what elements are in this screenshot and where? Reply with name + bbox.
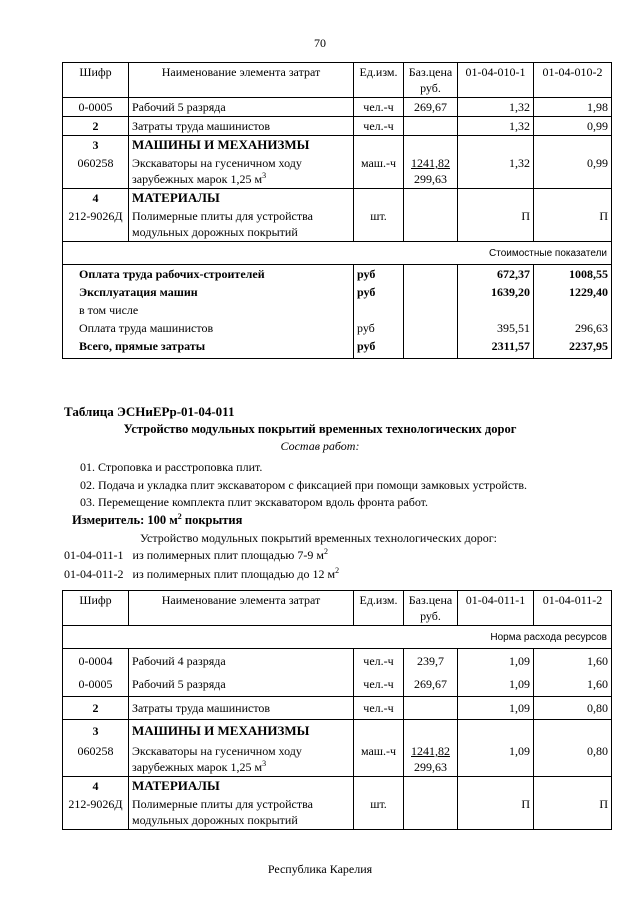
work-item: 02. Подача и укладка плит экскаватором с фиксацией при помощи замковых устройств. — [80, 478, 528, 492]
cost-row: в том числе — [63, 301, 612, 319]
cost-row: Эксплуатация машин руб 1639,20 1229,40 — [63, 283, 612, 301]
resource-table-2 — [62, 590, 612, 830]
header-price: Баз.цена руб. — [404, 591, 458, 626]
header-name: Наименование элемента затрат — [129, 591, 354, 626]
table-row: 0-0004 Рабочий 4 разряда чел.-ч 239,7 1,09 1,60 — [63, 649, 612, 671]
header-price: Баз.цена руб. — [404, 63, 458, 98]
header-col1: 01-04-011-1 — [458, 591, 534, 626]
table-row: 3 МАШИНЫ И МЕХАНИЗМЫ — [63, 720, 612, 741]
table-row: 212-9026Д Полимерные плиты для устройства модульных дорожных покрытий шт. П П — [63, 207, 612, 242]
variant-1: 01-04-011-1 из полимерных плит площадью 7-9 $м^2$ — [64, 547, 328, 562]
table-row: 4 МАТЕРИАЛЫ — [63, 189, 612, 208]
table-row: 2 Затраты труда машинистов чел.-ч 1,09 0,80 — [63, 697, 612, 720]
table-subtitle: Устройство модульных покрытий временных технологических дорог — [123, 422, 517, 436]
header-code: Шифр — [63, 63, 129, 98]
cost-row: Всего, прямые затраты руб 2311,57 2237,95 — [63, 337, 612, 359]
resource-table-1 — [62, 62, 612, 359]
description: Устройство модульных покрытий временных технологических дорог: — [140, 531, 497, 545]
variant-2: 01-04-011-2 из полимерных плит площадью до 12 $м^2$ — [64, 566, 340, 581]
table-row: 0-0005 Рабочий 5 разряда чел.-ч 269,67 1,32 1,98 — [63, 98, 612, 117]
table-row: 4 МАТЕРИАЛЫ — [63, 777, 612, 796]
measure-unit: Измеритель: 100 $м^2$ покрытия — [72, 511, 243, 527]
header-code: Шифр — [63, 591, 129, 626]
page-number: 70 — [314, 36, 326, 50]
header-col2: 01-04-011-2 — [534, 591, 612, 626]
cost-row: Оплата труда рабочих-строителей руб 672,37 1008,55 — [63, 265, 612, 284]
header-col2: 01-04-010-2 — [534, 63, 612, 98]
norm-header-row: Норма расхода ресурсов — [63, 626, 612, 649]
composition-title: Состав работ: — [280, 439, 360, 453]
header-name: Наименование элемента затрат — [129, 63, 354, 98]
table-row: 212-9026Д Полимерные плиты для устройства модульных дорожных покрытий шт. П П — [63, 795, 612, 830]
table-row: 3 МАШИНЫ И МЕХАНИЗМЫ — [63, 136, 612, 155]
header-col1: 01-04-010-1 — [458, 63, 534, 98]
header-unit: Ед.изм. — [354, 63, 404, 98]
table-title: Таблица ЭСНиЕРр-01-04-011 — [64, 404, 235, 419]
table-row: 0-0005 Рабочий 5 разряда чел.-ч 269,67 1,09 1,60 — [63, 670, 612, 697]
work-item: 01. Строповка и расстроповка плит. — [80, 460, 263, 474]
footer-region: Республика Карелия — [267, 862, 373, 876]
table-row: 2 Затраты труда машинистов чел.-ч 1,32 0,99 — [63, 117, 612, 136]
cost-header-row: Стоимостные показатели — [63, 242, 612, 265]
table-row: 060258 Экскаваторы на гусеничном ходу зарубежных марок 1,25 $м^3$ маш.-ч 1241,82 299,63 1,32 0,99 — [63, 154, 612, 189]
header-unit: Ед.изм. — [354, 591, 404, 626]
work-item: 03. Перемещение комплекта плит экскаватором вдоль фронта работ. — [80, 495, 429, 509]
cost-row: Оплата труда машинистов руб 395,51 296,63 — [63, 319, 612, 337]
table-row: 060258 Экскаваторы на гусеничном ходу зарубежных марок 1,25 $м^3$ маш.-ч 1241,82 299,63 1,09 0,80 — [63, 740, 612, 777]
